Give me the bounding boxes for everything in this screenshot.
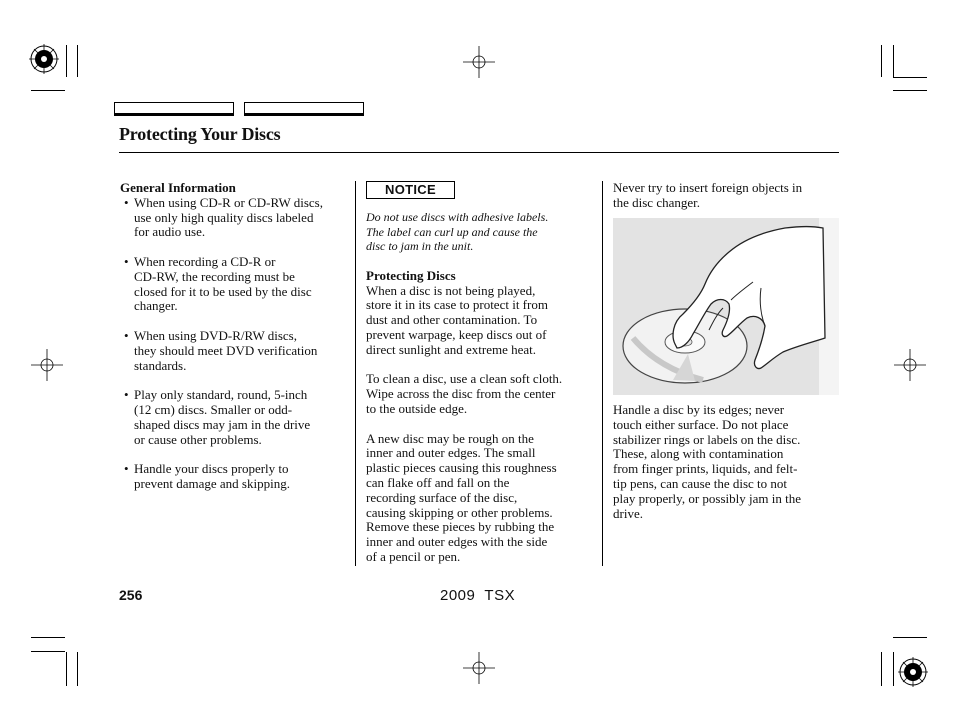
intro-text: Never try to insert foreign objects in the disc changer. bbox=[613, 180, 803, 210]
column-divider bbox=[602, 181, 603, 566]
section-tab-box bbox=[244, 102, 364, 116]
list-item: • When recording a CD-R or CD-RW, the recording must be closed for it to be used by the disc changer. bbox=[120, 255, 352, 314]
general-information-column bbox=[120, 181, 352, 492]
registration-target-icon bbox=[27, 42, 61, 76]
protecting-discs-column bbox=[366, 210, 598, 565]
paragraph: A new disc may be rough on the inner and outer edges. The small plastic pieces causing this roughness can flake off and fall on the recording surface of the disc, causing skipping or other problems. Remove these pieces by rubbing the inner and outer edges with the side of a pencil or pen. bbox=[366, 430, 557, 564]
section-heading: Protecting Discs bbox=[366, 267, 456, 283]
section-heading: General Information bbox=[120, 180, 236, 195]
list-item: • Play only standard, round, 5-inch (12 cm) discs. Smaller or odd- shaped discs may jam in the drive or cause other problems. bbox=[120, 388, 352, 447]
paragraph: When a disc is not being played, store it in its case to protect it from dust and other contamination. To prevent warpage, keep discs out of direct sunlight and extreme heat. bbox=[366, 282, 548, 357]
title-rule bbox=[119, 152, 839, 153]
model-name: 2009 TSX bbox=[440, 587, 516, 604]
page-title: Protecting Your Discs bbox=[119, 124, 281, 144]
crosshair-icon bbox=[463, 652, 495, 684]
list-item: • Handle your discs properly to prevent damage and skipping. bbox=[120, 462, 352, 492]
list-item: • When using CD-R or CD-RW discs, use only high quality discs labeled for audio use. bbox=[120, 196, 352, 240]
hand-holding-disc-icon bbox=[613, 218, 839, 395]
paragraph: To clean a disc, use a clean soft cloth. Wipe across the disc from the center to the outside edge. bbox=[366, 371, 563, 416]
crosshair-icon bbox=[894, 349, 926, 381]
hand-holding-disc-illustration bbox=[613, 218, 839, 395]
crosshair-icon bbox=[31, 349, 63, 381]
handling-paragraph: Handle a disc by its edges; never touch either surface. Do not place stabilizer rings or labels on the disc. These, along with contamination from finger prints, liquids, and felt- tip pens, can cause the disc to not play properly, or possibly jam in the drive. bbox=[613, 402, 801, 521]
column-divider bbox=[355, 181, 356, 566]
crosshair-icon bbox=[463, 46, 495, 78]
section-tab-box bbox=[114, 102, 234, 116]
notice-text: Do not use discs with adhesive labels. The label can curl up and cause the disc to jam in the unit. bbox=[366, 210, 549, 254]
notice-badge: NOTICE bbox=[366, 181, 455, 199]
registration-target-icon bbox=[896, 655, 930, 689]
page-number: 256 bbox=[119, 587, 143, 603]
list-item: • When using DVD-R/RW discs, they should meet DVD verification standards. bbox=[120, 329, 352, 373]
